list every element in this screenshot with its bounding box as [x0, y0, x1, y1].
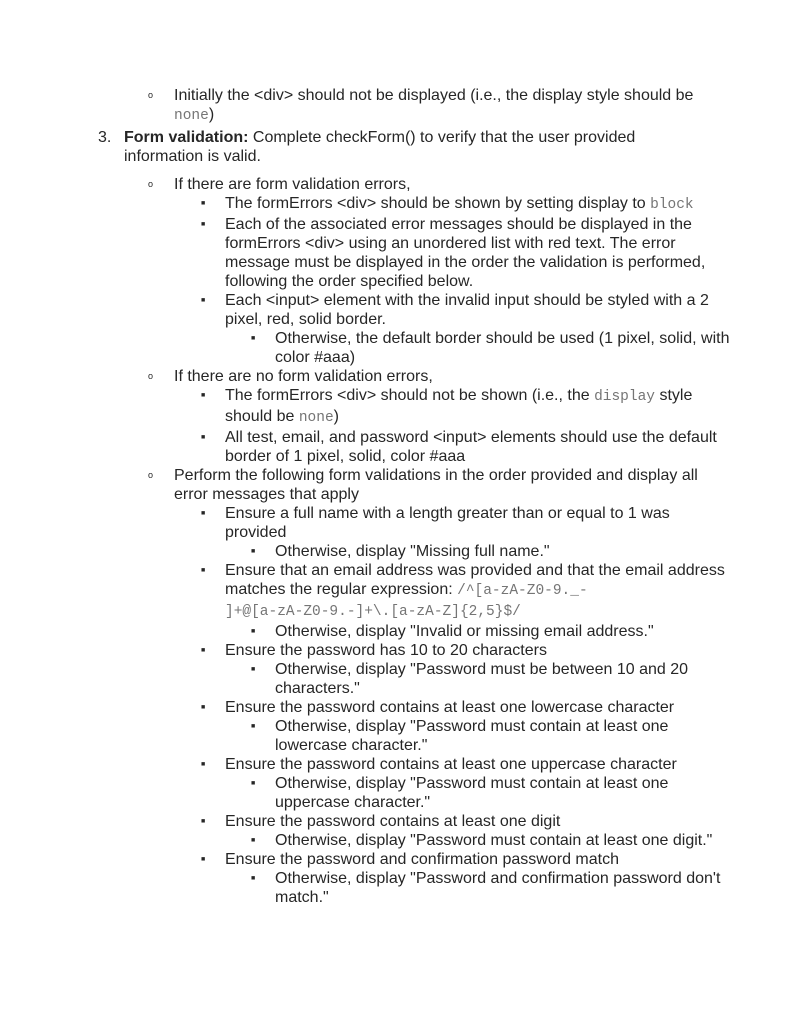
document-page: [0, 86, 809, 907]
list-item-validation-email: [201, 561, 725, 622]
validation-match-text: Ensure the password and confirmation password match: [225, 851, 619, 868]
validation-length-text: Ensure the password has 10 to 20 characters: [225, 642, 547, 659]
list-item-errors-default-border: [251, 329, 730, 367]
circle-bullet-icon: o: [148, 470, 154, 480]
section-number: 3.: [98, 129, 112, 146]
list-item-errors-show: [201, 194, 725, 215]
validation-uppercase-error-text: Otherwise, display "Password must contain at least one uppercase character.": [275, 775, 669, 811]
noerrors-hide-code2: none: [298, 410, 334, 426]
list-item-initial: [148, 86, 734, 126]
list-item-validation-name: [201, 504, 725, 542]
validations-heading-text: Perform the following form validations in the order provided and display all error messages that apply: [174, 467, 698, 503]
validation-name-error-text: Otherwise, display "Missing full name.": [275, 543, 550, 560]
validation-lowercase-text: Ensure the password contains at least one lowercase character: [225, 699, 675, 716]
square-bullet-icon: ■: [201, 510, 206, 517]
square-bullet-icon: ■: [201, 856, 206, 863]
errors-heading-text: If there are form validation errors,: [174, 176, 411, 193]
list-item-validation-length-error: [251, 660, 730, 698]
square-bullet-icon: ■: [251, 723, 256, 730]
list-item-validation-name-error: [251, 542, 730, 561]
square-bullet-icon: ■: [251, 780, 256, 787]
list-item-validation-lowercase: [201, 698, 725, 717]
errors-show-code: block: [650, 197, 694, 213]
initial-close: ): [208, 106, 215, 123]
square-bullet-icon: ■: [201, 761, 206, 768]
section-3-heading: [98, 128, 664, 166]
list-item-validation-lowercase-error: [251, 717, 730, 755]
initial-text: Initially the <div> should not be displayed (i.e., the display style should be: [174, 87, 694, 104]
email-regex-part-2: ]+@[a-zA-Z0-9.-]+\.[a-zA-Z]{2,5}$/: [225, 604, 521, 620]
list-item-validation-match-error: [251, 869, 730, 907]
circle-bullet-icon: o: [148, 90, 154, 100]
square-bullet-icon: ■: [251, 875, 256, 882]
section-text: Complete checkForm() to verify that the user provided information is valid.: [124, 129, 636, 165]
errors-border-text: Each <input> element with the invalid input should be styled with a 2 pixel, red, solid border.: [225, 292, 709, 328]
square-bullet-icon: ■: [251, 335, 256, 342]
validation-email-text: Ensure that an email address was provided and that the email address matches the regular expression:: [225, 562, 725, 598]
square-bullet-icon: ■: [201, 434, 206, 441]
list-item-validation-length: [201, 641, 725, 660]
square-bullet-icon: ■: [201, 200, 206, 207]
list-item-validation-uppercase: [201, 755, 725, 774]
errors-default-border-text: Otherwise, the default border should be used (1 pixel, solid, with color #aaa): [275, 330, 730, 366]
noerrors-hide-code: display: [594, 389, 655, 405]
list-item-validation-email-error: [251, 622, 730, 641]
square-bullet-icon: ■: [201, 297, 206, 304]
email-regex-part-1: /^[a-zA-Z0-9._-: [457, 583, 588, 599]
list-item-noerrors-border: [201, 428, 725, 466]
noerrors-hide-text2: style should be: [225, 387, 693, 425]
validation-name-text: Ensure a full name with a length greater than or equal to 1 was provided: [225, 505, 670, 541]
validation-match-error-text: Otherwise, display "Password and confirmation password don't match.": [275, 870, 721, 906]
initial-code: none: [174, 108, 209, 124]
circle-bullet-icon: o: [148, 179, 154, 189]
square-bullet-icon: ■: [201, 221, 206, 228]
noerrors-border-text: All test, email, and password <input> elements should use the default border of 1 pixel, solid, color #aaa: [225, 429, 717, 465]
list-item-validation-uppercase-error: [251, 774, 730, 812]
errors-list-text: Each of the associated error messages should be displayed in the formErrors <div> using an unordered list with red text. The error message must be displayed in the order the validation is performed, following the order specified below.: [225, 216, 706, 290]
list-item-validation-digit: [201, 812, 725, 831]
list-item-noerrors-hide: [201, 386, 725, 428]
errors-show-text: The formErrors <div> should be shown by setting display to: [225, 195, 651, 212]
noerrors-hide-text: The formErrors <div> should not be shown (i.e., the: [225, 387, 595, 404]
validation-lowercase-error-text: Otherwise, display "Password must contain at least one lowercase character.": [275, 718, 669, 754]
noerrors-heading-text: If there are no form validation errors,: [174, 368, 433, 385]
validation-uppercase-text: Ensure the password contains at least one uppercase character: [225, 756, 677, 773]
list-item-validations-heading: [148, 466, 734, 504]
square-bullet-icon: ■: [201, 818, 206, 825]
list-item-validation-match: [201, 850, 725, 869]
square-bullet-icon: ■: [201, 704, 206, 711]
square-bullet-icon: ■: [251, 666, 256, 673]
list-item-validation-digit-error: [251, 831, 730, 850]
list-item-noerrors-heading: [148, 367, 734, 386]
noerrors-hide-close: ): [333, 408, 339, 425]
validation-length-error-text: Otherwise, display "Password must be between 10 and 20 characters.": [275, 661, 689, 697]
validation-email-error-text: Otherwise, display "Invalid or missing email address.": [275, 623, 654, 640]
section-title: Form validation:: [124, 129, 249, 146]
square-bullet-icon: ■: [251, 548, 256, 555]
list-item-errors-heading: [148, 175, 734, 194]
square-bullet-icon: ■: [251, 628, 256, 635]
list-item-errors-list: [201, 215, 725, 291]
circle-bullet-icon: o: [148, 371, 154, 381]
square-bullet-icon: ■: [201, 392, 206, 399]
square-bullet-icon: ■: [201, 647, 206, 654]
list-item-errors-border: [201, 291, 725, 329]
validation-digit-error-text: Otherwise, display "Password must contain at least one digit.": [275, 832, 713, 849]
validation-digit-text: Ensure the password contains at least one digit: [225, 813, 561, 830]
square-bullet-icon: ■: [251, 837, 256, 844]
square-bullet-icon: ■: [201, 567, 206, 574]
